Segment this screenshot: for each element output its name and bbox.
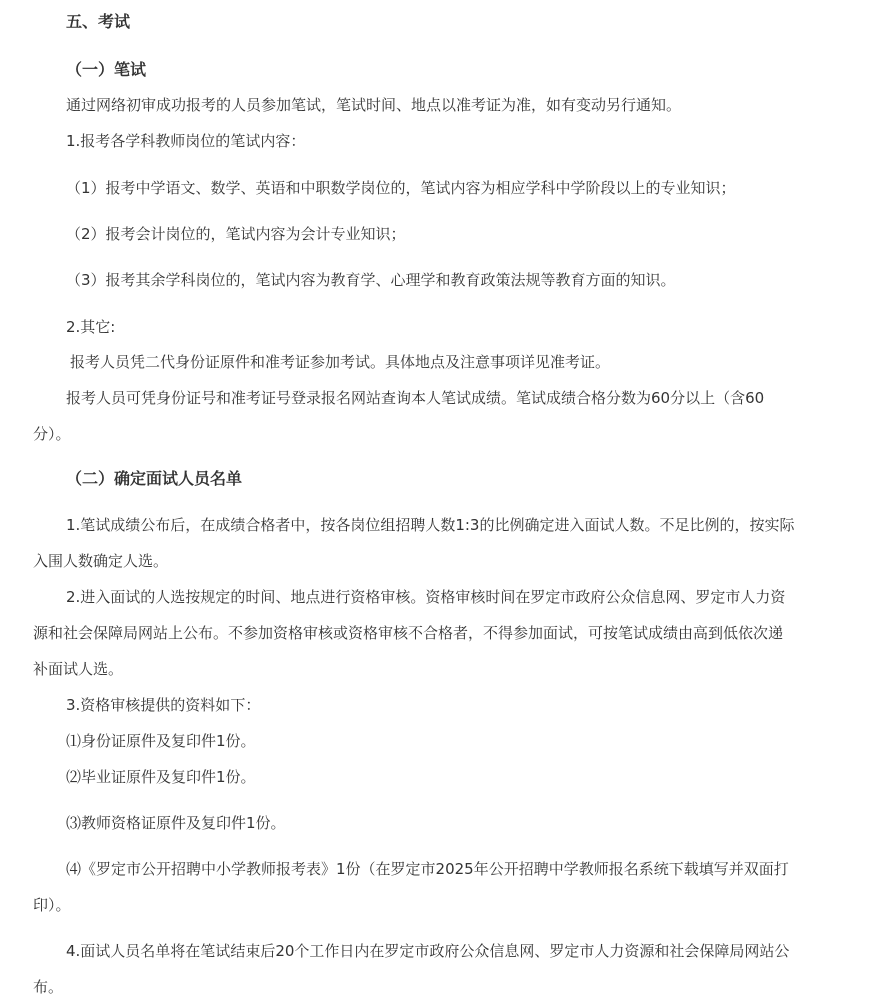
interview-p1-line-1: 1.笔试成绩公布后，在成绩合格者中，按各岗位组招聘人数1:3的比例确定进入面试人数。不足比例的，按实际 xyxy=(66,516,795,534)
interview-p3: 3.资格审核提供的资料如下： xyxy=(66,696,261,714)
written-exam-item-1: 1.报考各学科教师岗位的笔试内容： xyxy=(66,132,306,150)
written-exam-sub-3: （3）报考其余学科岗位的，笔试内容为教育学、心理学和教育政策法规等教育方面的知识。 xyxy=(66,271,676,289)
interview-p2-line-3: 补面试人选。 xyxy=(33,660,124,678)
written-exam-sub-1: （1）报考中学语文、数学、英语和中职数学岗位的，笔试内容为相应学科中学阶段以上的专业知识； xyxy=(66,179,736,197)
interview-p1-line-2: 入围人数确定人选。 xyxy=(33,552,169,570)
written-exam-item-2-text: 报考人员凭二代身份证原件和准考证参加考试。具体地点及注意事项详见准考证。 xyxy=(70,353,611,371)
written-exam-item-2: 2.其它: xyxy=(66,318,116,336)
interview-material-4-line-1: ⑷《罗定市公开招聘中小学教师报考表》1份（在罗定市2025年公开招聘中学教师报名系统下载填写并双面打 xyxy=(66,860,789,878)
interview-material-3: ⑶教师资格证原件及复印件1份。 xyxy=(66,814,286,832)
interview-p2-line-1: 2.进入面试的人选按规定的时间、地点进行资格审核。资格审核时间在罗定市政府公众信息网、罗定市人力资 xyxy=(66,588,786,606)
written-exam-score-line-1: 报考人员可凭身份证号和准考证号登录报名网站查询本人笔试成绩。笔试成绩合格分数为60分以上（含60 xyxy=(66,389,765,407)
interview-p4-line-2: 布。 xyxy=(33,978,64,996)
written-exam-intro: 通过网络初审成功报考的人员参加笔试，笔试时间、地点以准考证为准，如有变动另行通知。 xyxy=(66,96,682,114)
written-exam-sub-2: （2）报考会计岗位的，笔试内容为会计专业知识； xyxy=(66,225,406,243)
interview-material-1: ⑴身份证原件及复印件1份。 xyxy=(66,732,256,750)
interview-material-2: ⑵毕业证原件及复印件1份。 xyxy=(66,768,256,786)
section-heading: 五、考试 xyxy=(66,12,131,31)
interview-list-heading: （二）确定面试人员名单 xyxy=(66,469,243,488)
interview-material-4-line-2: 印）。 xyxy=(33,896,71,914)
interview-p4-line-1: 4.面试人员名单将在笔试结束后20个工作日内在罗定市政府公众信息网、罗定市人力资源和社会保障局网站公 xyxy=(66,942,790,960)
written-exam-score-line-2: 分）。 xyxy=(33,425,71,443)
written-exam-heading: （一）笔试 xyxy=(66,60,147,79)
interview-p2-line-2: 源和社会保障局网站上公布。不参加资格审核或资格审核不合格者，不得参加面试，可按笔试成绩由高到低依次递 xyxy=(33,624,784,642)
